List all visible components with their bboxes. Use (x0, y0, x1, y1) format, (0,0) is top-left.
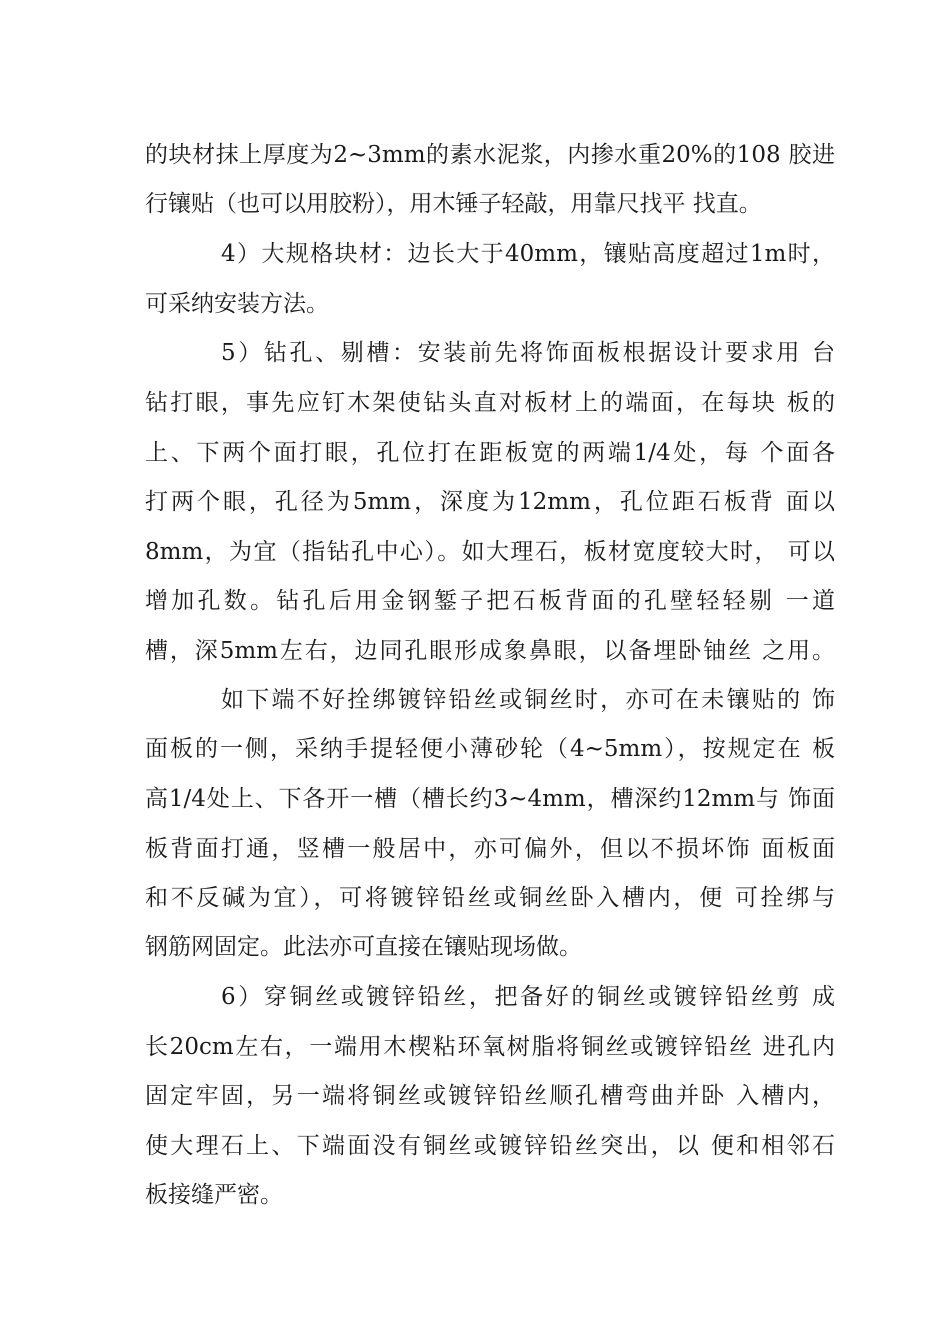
paragraph-line: 钻打眼，事先应钉木架使钻头直对板材上的端面，在每块 板的 (145, 390, 835, 416)
paragraph-line: 钢筋网固定。此法亦可直接在镶贴现场做。 (145, 934, 582, 960)
paragraph-line: 可采纳安装方法。 (145, 291, 329, 317)
paragraph-line: 面板的一侧，采纳手提轻便小薄砂轮（4~5mm），按规定在 板 (145, 736, 835, 762)
paragraph-line: 板背面打通，竖槽一般居中，亦可偏外，但以不损坏饰 面板面 (145, 836, 835, 862)
paragraph-line: 槽，深5mm左右，边同孔眼形成象鼻眼，以备埋卧铀丝 之用。 (145, 638, 835, 664)
paragraph-line: 5）钻孔、剔槽：安装前先将饰面板根据设计要求用 台 (221, 340, 835, 366)
paragraph-line: 使大理石上、下端面没有铜丝或镀锌铅丝突出，以 便和相邻石 (145, 1133, 835, 1159)
paragraph-line: 板接缝严密。 (145, 1182, 283, 1208)
paragraph-line: 长20cm左右，一端用木楔粘环氧树脂将铜丝或镀锌铅丝 进孔内 (145, 1034, 835, 1060)
paragraph-line: 上、下两个面打眼，孔位打在距板宽的两端1/4处，每 个面各 (145, 440, 835, 466)
paragraph-line: 高1/4处上、下各开一槽（槽长约3~4mm，槽深约12mm与 饰面 (145, 786, 835, 812)
paragraph-line: 行镶贴（也可以用胶粉），用木锤子轻敲，用靠尺找平 找直。 (145, 191, 762, 217)
paragraph-line: 和不反碱为宜），可将镀锌铅丝或铜丝卧入槽内，便 可拴绑与 (145, 885, 835, 911)
paragraph-line: 的块材抹上厚度为2~3mm的素水泥浆，内掺水重20%的108 胶进 (145, 142, 835, 168)
paragraph-line: 打两个眼，孔径为5mm，深度为12mm，孔位距石板背 面以 (145, 489, 835, 515)
paragraph-line: 增加孔数。钻孔后用金钢錾子把石板背面的孔壁轻轻剔 一道 (145, 588, 835, 614)
paragraph-line: 固定牢固，另一端将铜丝或镀锌铅丝顺孔槽弯曲并卧 入槽内， (145, 1083, 835, 1109)
paragraph-line: 6）穿铜丝或镀锌铅丝，把备好的铜丝或镀锌铅丝剪 成 (221, 984, 835, 1010)
paragraph-line: 4）大规格块材：边长大于40mm，镶贴高度超过1m时， (221, 241, 835, 267)
paragraph-line: 8mm，为宜（指钻孔中心）。如大理石，板材宽度较大时， 可以 (145, 539, 835, 565)
paragraph-line: 如下端不好拴绑镀锌铅丝或铜丝时，亦可在未镶贴的 饰 (221, 687, 835, 713)
